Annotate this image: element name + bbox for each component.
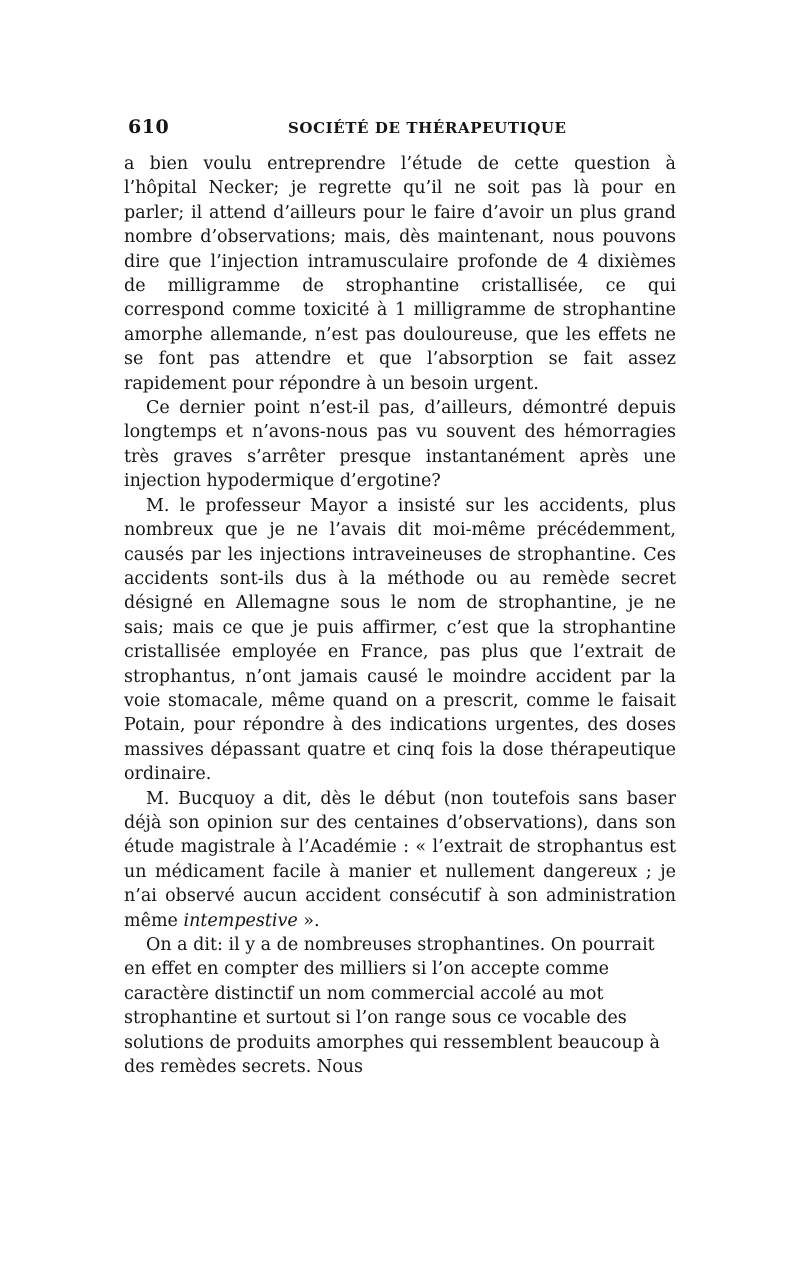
paragraph-2: Ce dernier point n’est-il pas, d’ailleurs, démontré depuis longtemps et n’avons-nous pas vu souvent des hémorragies très graves s’arrêter presque instantanément après une injection hypodermique d’ergotine? (124, 398, 676, 492)
page-number: 610 (128, 116, 170, 138)
page-header (128, 116, 676, 140)
paragraph-3: M. le professeur Mayor a insisté sur les accidents, plus nombreux que je ne l’avais dit moi-même précédemment, causés par les injections intraveineuses de strophantine. Ces accidents sont-ils dus à la méthode ou au remède secret désigné en Allemagne sous le nom de strophantine, je ne sais; mais ce que je puis affirmer, c’est que la strophantine cristallisée employée en France, pas plus que l’extrait de strophantus, n’ont jamais causé le moindre accident par la voie stomacale, même quand on a prescrit, comme le faisait Potain, pour répondre à des indications urgentes, des doses massives dépassant quatre et cinq fois la dose thérapeutique ordinaire. (124, 495, 676, 785)
quote-text: M. Bucquoy a dit, dès le début (non toutefois sans baser déjà son opinion sur des centaines d’observations), dans son étude magistrale à l’Académie : « l’extrait de strophantus est un médicament facile à manier et nullement dangereux ; je n’ai observé aucun accident consécutif à son administration même (124, 788, 676, 931)
paragraph-1: a bien voulu entreprendre l’étude de cette question à l’hôpital Necker; je regrette qu’il ne soit pas là pour en parler; il attend d’ailleurs pour le faire d’avoir un plus grand nombre d’observations; mais, dès maintenant, nous pouvons dire que l’injection intramusculaire profonde de 4 dixièmes de milligramme de strophantine cristallisée, ce qui correspond comme toxicité à 1 milligramme de strophantine amorphe allemande, n’est pas douloureuse, que les effets ne se font pas attendre et que l’absorption se fait assez rapidement pour répondre à un besoin urgent. (124, 154, 676, 394)
quote-close: ». (297, 910, 320, 931)
quote-emphasis: intempestive (183, 910, 298, 931)
paragraph-4 (124, 787, 676, 933)
running-title: SOCIÉTÉ DE THÉRAPEUTIQUE (288, 119, 567, 137)
body-text (124, 152, 676, 1079)
paragraph-5: On a dit: il y a de nombreuses strophantines. On pourrait en effet en compter des milliers si l’on accepte comme caractère distinctif un nom commercial accolé au mot strophantine et surtout si l’on range sous ce vocable des solutions de produits amorphes qui ressemblent beaucoup à des remèdes secrets. Nous (124, 935, 660, 1078)
